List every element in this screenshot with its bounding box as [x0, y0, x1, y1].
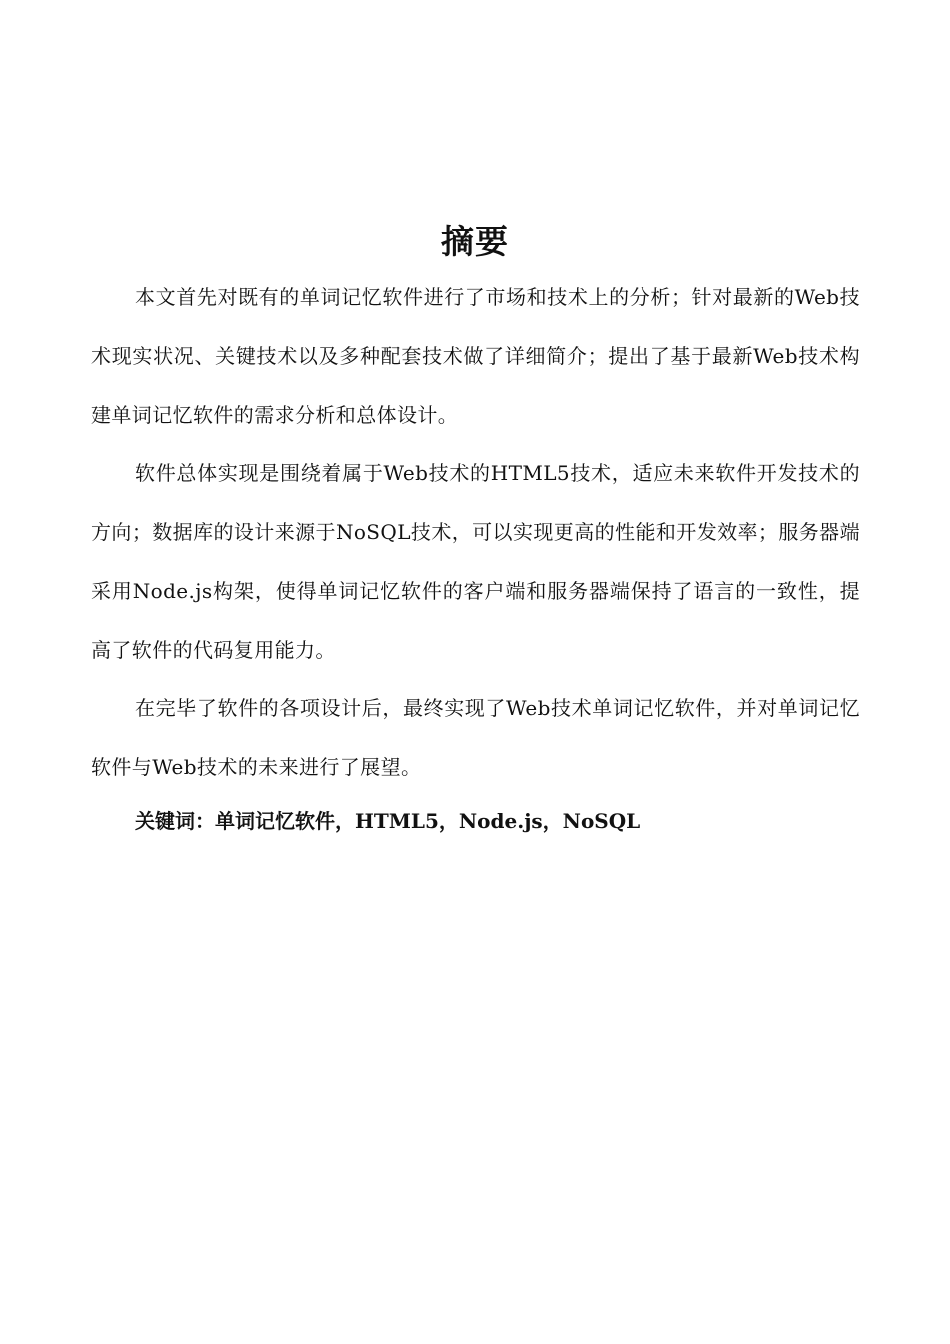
keywords-text: 单词记忆软件，HTML5，Node.js，NoSQL — [215, 809, 641, 833]
keywords-line — [91, 801, 860, 841]
abstract-paragraph-3: 在完毕了软件的各项设计后，最终实现了Web技术单词记忆软件，并对单词记忆软件与Web技术的未来进行了展望。 — [91, 696, 860, 779]
abstract-paragraph-1: 本文首先对既有的单词记忆软件进行了市场和技术上的分析；针对最新的Web技术现实状况、关键技术以及多种配套技术做了详细简介；提出了基于最新Web技术构建单词记忆软件的需求分析和总体设计。 — [91, 285, 860, 427]
abstract-paragraph-2: 软件总体实现是围绕着属于Web技术的HTML5技术，适应未来软件开发技术的方向；数据库的设计来源于NoSQL技术，可以实现更高的性能和开发效率；服务器端采用Node.js构架，使得单词记忆软件的客户端和服务器端保持了语言的一致性，提高了软件的代码复用能力。 — [91, 461, 860, 662]
keywords-label: 关键词： — [135, 809, 215, 833]
abstract-title: 摘要 — [441, 222, 509, 261]
abstract-body — [91, 268, 860, 841]
